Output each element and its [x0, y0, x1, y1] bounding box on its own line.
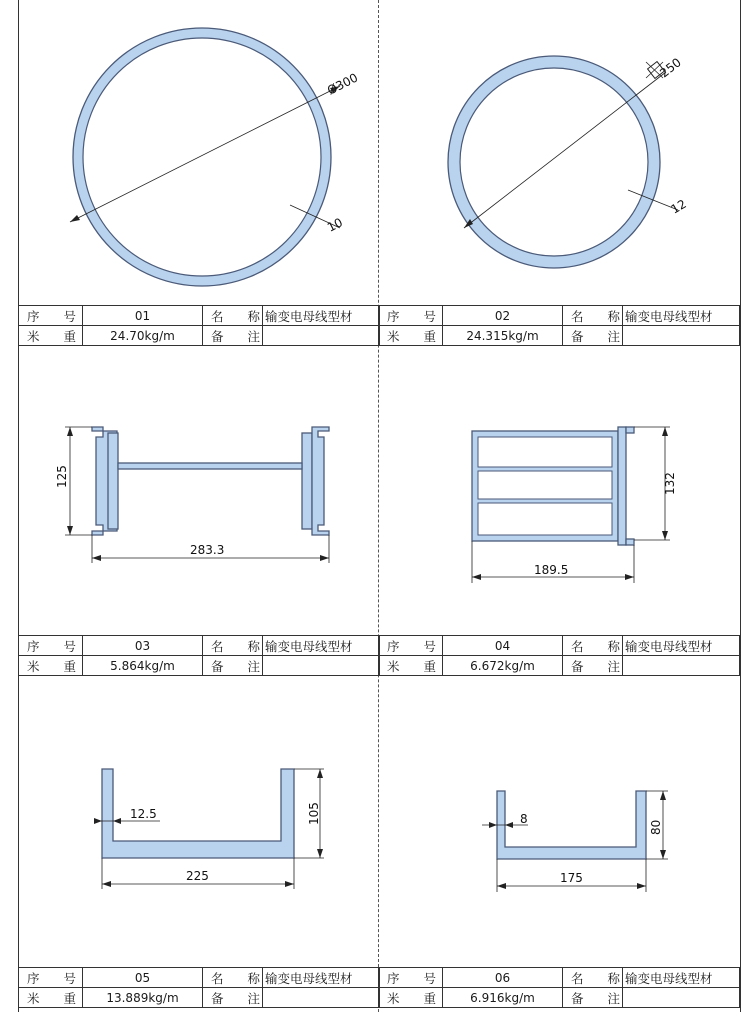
- dim-wall: 12: [668, 196, 689, 217]
- name-value: 输变电母线型材: [623, 636, 740, 656]
- serial-value: 04: [443, 636, 563, 656]
- dim-square: 250: [657, 55, 684, 81]
- serial-value: 06: [443, 968, 563, 988]
- serial-value: 02: [443, 306, 563, 326]
- remark-value: [263, 656, 380, 676]
- label-name: 名 称: [203, 968, 263, 988]
- label-serial: 序 号: [379, 306, 443, 326]
- label-remark: 备 注: [203, 656, 263, 676]
- dim-wall: 10: [325, 215, 345, 235]
- label-remark: 备 注: [203, 326, 263, 346]
- remark-value: [263, 326, 380, 346]
- label-name: 名 称: [203, 306, 263, 326]
- serial-value: 05: [83, 968, 203, 988]
- label-weight: 米 重: [19, 656, 83, 676]
- spec-table-06: [378, 967, 740, 1008]
- label-name: 名 称: [563, 636, 623, 656]
- label-weight: 米 重: [19, 988, 83, 1008]
- dim-height: 80: [649, 819, 663, 835]
- dim-width: 283.3: [190, 543, 225, 557]
- name-value: 输变电母线型材: [623, 968, 740, 988]
- name-value: 输变电母线型材: [263, 968, 380, 988]
- profile-04-drawing: [378, 350, 739, 635]
- profile-06-drawing: [378, 677, 739, 967]
- remark-value: [623, 326, 740, 346]
- tube-inner: [83, 38, 321, 276]
- dim-height: 132: [663, 472, 677, 495]
- dim-thickness: 8: [520, 812, 528, 826]
- weight-value: 24.315kg/m: [443, 326, 563, 346]
- dim-diameter: Ø300: [325, 70, 361, 98]
- spec-table-04: [378, 635, 740, 676]
- label-weight: 米 重: [379, 988, 443, 1008]
- serial-value: 01: [83, 306, 203, 326]
- dim-width: 225: [186, 869, 209, 883]
- name-value: 输变电母线型材: [263, 636, 380, 656]
- label-weight: 米 重: [379, 326, 443, 346]
- label-name: 名 称: [203, 636, 263, 656]
- label-serial: 序 号: [19, 306, 83, 326]
- label-serial: 序 号: [379, 636, 443, 656]
- dim-height: 105: [307, 802, 321, 825]
- dim-width: 175: [560, 871, 583, 885]
- label-serial: 序 号: [19, 968, 83, 988]
- label-remark: 备 注: [203, 988, 263, 1008]
- profile-03-drawing: [0, 350, 378, 635]
- label-name: 名 称: [563, 968, 623, 988]
- label-remark: 备 注: [563, 656, 623, 676]
- spec-table-01: [18, 305, 380, 346]
- dim-height: 125: [55, 465, 69, 488]
- label-weight: 米 重: [19, 326, 83, 346]
- profile-02-drawing: [378, 0, 739, 305]
- label-remark: 备 注: [563, 988, 623, 1008]
- serial-value: 03: [83, 636, 203, 656]
- spec-table-02: [378, 305, 740, 346]
- weight-value: 6.672kg/m: [443, 656, 563, 676]
- label-weight: 米 重: [379, 656, 443, 676]
- label-name: 名 称: [563, 306, 623, 326]
- remark-value: [263, 988, 380, 1008]
- dim-width: 189.5: [534, 563, 569, 577]
- label-serial: 序 号: [19, 636, 83, 656]
- spec-table-05: [18, 967, 380, 1008]
- label-serial: 序 号: [379, 968, 443, 988]
- profile-01-drawing: [0, 0, 378, 305]
- weight-value: 13.889kg/m: [83, 988, 203, 1008]
- weight-value: 6.916kg/m: [443, 988, 563, 1008]
- remark-value: [623, 988, 740, 1008]
- profile-05-drawing: [0, 677, 378, 967]
- name-value: 输变电母线型材: [623, 306, 740, 326]
- label-remark: 备 注: [563, 326, 623, 346]
- weight-value: 5.864kg/m: [83, 656, 203, 676]
- dim-thickness: 12.5: [130, 807, 157, 821]
- remark-value: [623, 656, 740, 676]
- spec-table-03: [18, 635, 380, 676]
- tube-inner: [460, 68, 648, 256]
- name-value: 输变电母线型材: [263, 306, 380, 326]
- weight-value: 24.70kg/m: [83, 326, 203, 346]
